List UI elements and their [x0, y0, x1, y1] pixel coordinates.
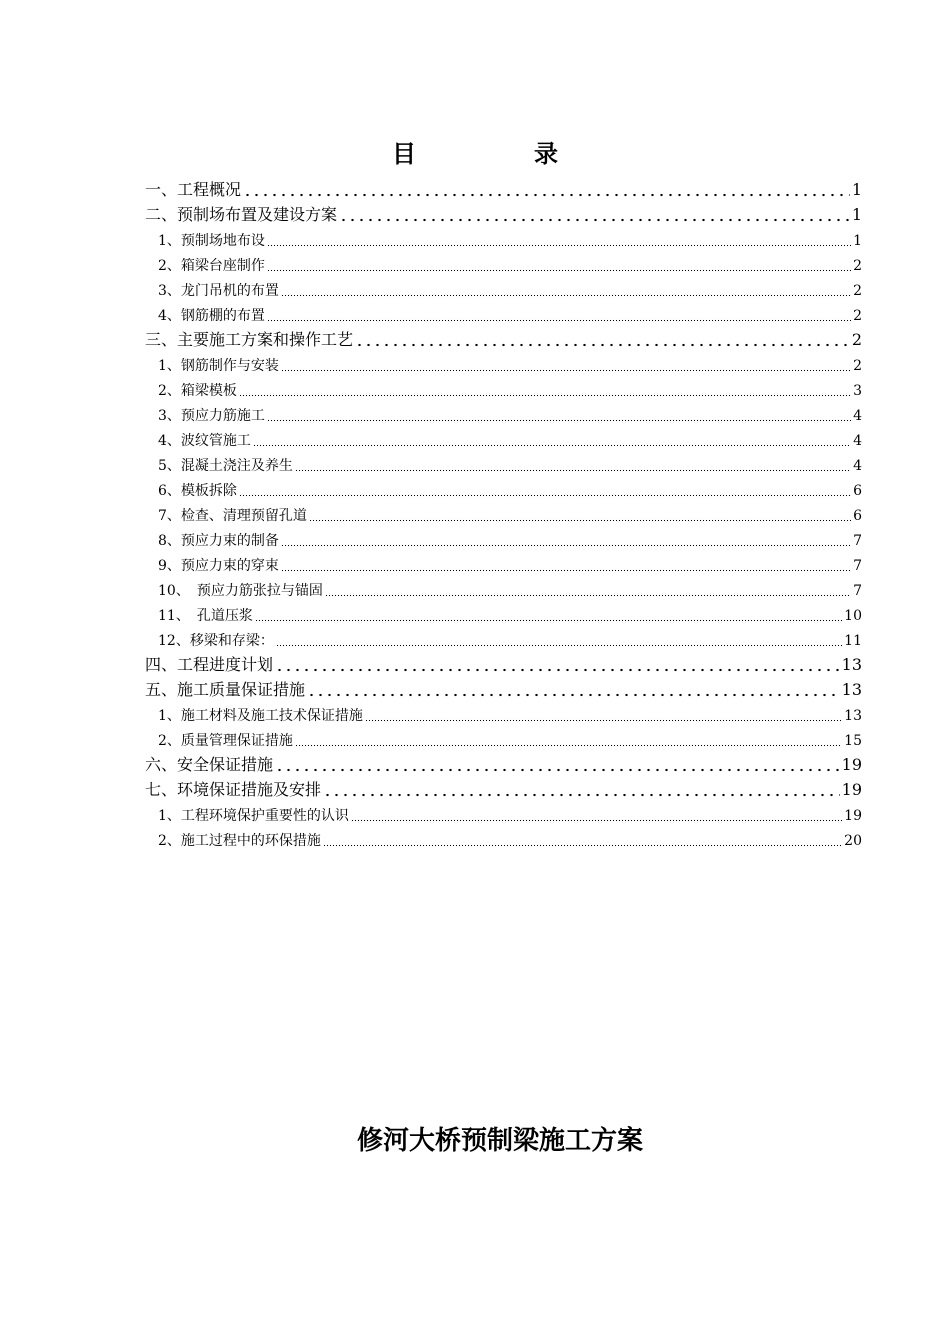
toc-entry-page: 2 — [853, 283, 862, 299]
toc-heading-right: 录 — [534, 139, 558, 168]
toc-entry-label: 2、箱梁台座制作 — [158, 258, 265, 274]
toc-dot-leader — [295, 469, 851, 472]
toc-entry[interactable] — [145, 676, 862, 701]
toc-dot-leader — [255, 619, 842, 622]
toc-dot-leader — [307, 693, 840, 697]
toc-entry-page: 19 — [841, 755, 862, 774]
toc-dot-leader — [267, 269, 851, 272]
toc-entry-label: 六、安全保证措施 — [145, 755, 274, 774]
toc-dot-leader — [325, 594, 851, 597]
toc-entry-page: 11 — [844, 633, 862, 649]
toc-dot-leader — [365, 719, 842, 722]
toc-dot-leader — [281, 294, 851, 297]
toc-entry-page: 20 — [844, 833, 862, 849]
toc-entry[interactable] — [145, 276, 862, 301]
toc-entry-page: 7 — [853, 583, 862, 599]
toc-entry-label: 2、箱梁模板 — [158, 383, 237, 399]
toc-entry-label: 6、模板拆除 — [158, 483, 237, 499]
toc-dot-leader — [309, 519, 851, 522]
toc-entry[interactable] — [145, 776, 862, 801]
toc-entry[interactable] — [145, 476, 862, 501]
toc-heading-left: 目 — [392, 139, 416, 168]
toc-entry[interactable] — [145, 551, 862, 576]
toc-entry-page: 1 — [851, 205, 862, 224]
toc-entry-label: 2、质量管理保证措施 — [158, 733, 293, 749]
toc-dot-leader — [351, 819, 842, 822]
toc-dot-leader — [267, 419, 851, 422]
toc-dot-leader — [243, 193, 850, 197]
toc-entry-label: 10、 预应力筋张拉与锚固 — [158, 583, 323, 599]
toc-entry-page: 13 — [844, 708, 862, 724]
toc-entry[interactable] — [145, 526, 862, 551]
toc-entry-page: 2 — [853, 358, 862, 374]
toc-dot-leader — [281, 369, 851, 372]
toc-entry-label: 7、检查、清理预留孔道 — [158, 508, 307, 524]
toc-dot-leader — [253, 444, 851, 447]
toc-entry[interactable] — [145, 801, 862, 826]
toc-entry[interactable] — [145, 701, 862, 726]
toc-entry-label: 1、预制场地布设 — [158, 233, 265, 249]
toc-dot-leader — [355, 343, 850, 347]
toc-dot-leader — [239, 494, 851, 497]
toc-entry-page: 2 — [851, 330, 862, 349]
toc-dot-leader — [267, 244, 851, 247]
toc-entry-page: 13 — [841, 655, 862, 674]
toc-entry[interactable] — [145, 201, 862, 226]
toc-entry-label: 二、预制场布置及建设方案 — [145, 205, 338, 224]
toc-entry-label: 2、施工过程中的环保措施 — [158, 833, 321, 849]
toc-entry-label: 七、环境保证措施及安排 — [145, 780, 322, 799]
document-title: 修河大桥预制梁施工方案 — [356, 1126, 643, 1156]
toc-entry-page: 1 — [851, 180, 862, 199]
toc-entry-page: 4 — [853, 433, 862, 449]
toc-entry[interactable] — [145, 401, 862, 426]
toc-entry[interactable] — [145, 651, 862, 676]
toc-dot-leader — [323, 844, 842, 847]
toc-entry-label: 1、钢筋制作与安装 — [158, 358, 279, 374]
toc-dot-leader — [281, 544, 851, 547]
toc-entry-page: 1 — [853, 233, 862, 249]
toc-entry[interactable] — [145, 576, 862, 601]
toc-entry[interactable] — [145, 226, 862, 251]
toc-entry[interactable] — [145, 601, 862, 626]
toc-entry-page: 3 — [853, 383, 862, 399]
toc-entry-label: 五、施工质量保证措施 — [145, 680, 306, 699]
toc-dot-leader — [275, 668, 840, 672]
toc-entry[interactable] — [145, 176, 862, 201]
toc-entry-page: 4 — [853, 408, 862, 424]
toc-entry-page: 2 — [853, 258, 862, 274]
toc-entry-label: 1、工程环境保护重要性的认识 — [158, 808, 349, 824]
toc-entry[interactable] — [145, 826, 862, 851]
toc-entry[interactable] — [145, 726, 862, 751]
toc-entry-page: 10 — [844, 608, 862, 624]
toc-entry[interactable] — [145, 351, 862, 376]
toc-entry[interactable] — [145, 451, 862, 476]
toc-entry-label: 4、波纹管施工 — [158, 433, 251, 449]
toc-entry-label: 9、预应力束的穿束 — [158, 558, 279, 574]
toc-entry-page: 7 — [853, 533, 862, 549]
toc-entry-label: 1、施工材料及施工技术保证措施 — [158, 708, 363, 724]
toc-dot-leader — [276, 644, 842, 647]
toc-entry-page: 2 — [853, 308, 862, 324]
toc-entry-page: 19 — [844, 808, 862, 824]
toc-entry-label: 4、钢筋棚的布置 — [158, 308, 265, 324]
toc-dot-leader — [339, 218, 850, 222]
toc-entry[interactable] — [145, 301, 862, 326]
toc-entry-page: 13 — [841, 680, 862, 699]
toc-dot-leader — [295, 744, 842, 747]
toc-entry-label: 一、工程概况 — [145, 180, 242, 199]
toc-entry-label: 12、移梁和存梁： — [158, 633, 274, 649]
toc-entry[interactable] — [145, 251, 862, 276]
toc-dot-leader — [323, 793, 840, 797]
toc-entry-page: 6 — [853, 483, 862, 499]
toc-dot-leader — [267, 319, 851, 322]
toc-entry[interactable] — [145, 426, 862, 451]
toc-heading — [0, 134, 950, 169]
toc-dot-leader — [275, 768, 840, 772]
toc-entry-label: 5、混凝土浇注及养生 — [158, 458, 293, 474]
toc-dot-leader — [281, 569, 851, 572]
toc-entry-page: 19 — [841, 780, 862, 799]
table-of-contents — [145, 176, 862, 851]
toc-entry-page: 15 — [844, 733, 862, 749]
toc-entry-label: 8、预应力束的制备 — [158, 533, 279, 549]
toc-entry[interactable] — [145, 501, 862, 526]
toc-entry-page: 7 — [853, 558, 862, 574]
toc-entry[interactable] — [145, 626, 862, 651]
toc-dot-leader — [239, 394, 851, 397]
toc-entry-label: 3、龙门吊机的布置 — [158, 283, 279, 299]
toc-entry-label: 11、 孔道压浆 — [158, 608, 253, 624]
toc-entry-page: 4 — [853, 458, 862, 474]
toc-entry-page: 6 — [853, 508, 862, 524]
toc-entry-label: 四、工程进度计划 — [145, 655, 274, 674]
toc-entry-label: 三、主要施工方案和操作工艺 — [145, 330, 354, 349]
toc-entry-label: 3、预应力筋施工 — [158, 408, 265, 424]
toc-entry[interactable] — [145, 751, 862, 776]
toc-entry[interactable] — [145, 376, 862, 401]
toc-entry[interactable] — [145, 326, 862, 351]
